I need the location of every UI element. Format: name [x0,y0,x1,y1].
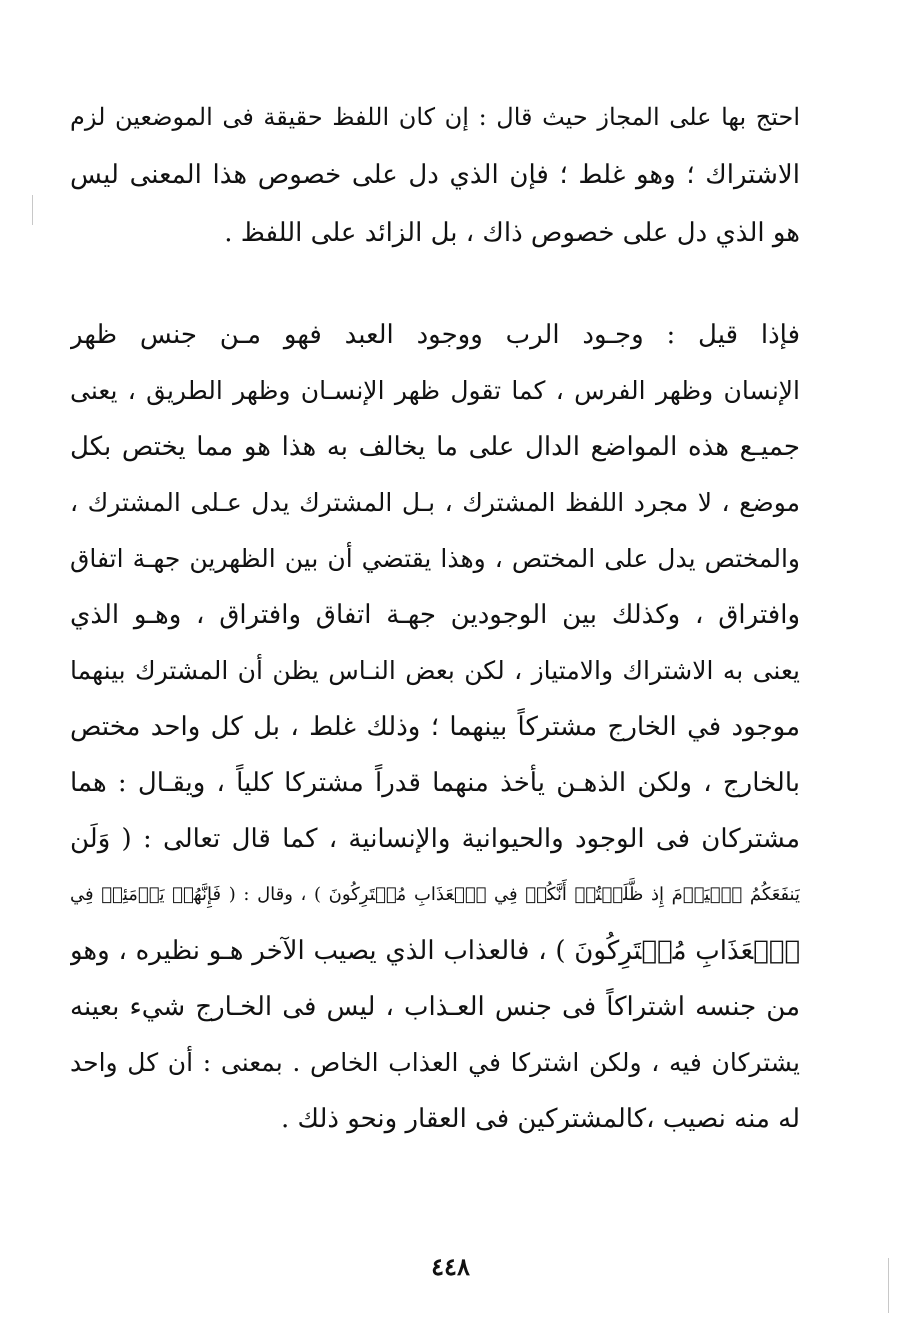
text-line: الإنسان وظهر الفرس ، كما تقول ظهر الإنسـان وظهر الطريق ، يعنى [70,376,800,405]
text-line: الاشتراك ؛ وهو غلط ؛ فإن الذي دل على خصوص هذا المعنى ليس [70,160,800,190]
text-line: احتج بها على المجاز حيث قال : إن كان اللفظ حقيقة فى الموضعين لزم [70,103,800,131]
text-line: موضع ، لا مجرد اللفظ المشترك ، بـل المشترك يدل عـلى المشترك ، [70,488,800,517]
text-line: فإذا قيل : وجـود الرب ووجود العبد فهو مـن جنس ظهر [70,320,800,350]
text-line: يشتركان فيه ، ولكن اشتركا في العذاب الخاص . بمعنى : أن كل واحد [70,1048,800,1077]
text-line: له منه نصيب ،كالمشتركين فى العقار ونحو ذلك . [281,1104,800,1134]
text-line: والمختص يدل على المختص ، وهذا يقتضي أن بين الظهرين جهـة اتفاق [70,544,800,573]
text-line: من جنسه اشتراكاً فى جنس العـذاب ، ليس فى الخـارج شيء بعينه [70,992,800,1022]
scan-edge-mark [32,195,33,225]
text-line: جميـع هذه المواضع الدال على ما يخالف به هذا هو مما يختص بكل [70,432,800,462]
text-line: يعنى به الاشتراك والامتياز ، لكن بعض النـاس يظن أن المشترك بينهما [70,656,800,685]
page-number: ٤٤٨ [431,1252,470,1281]
text-line: مشتركان فى الوجود والحيوانية والإنسانية ، كما قال تعالى : ( وَلَن [70,824,800,854]
quran-verse-line: ٱلۡعَذَابِ مُشۡتَرِكُونَ ) ، فالعذاب الذي يصيب الآخر هـو نظيره ، وهو [70,936,800,966]
text-line: بالخارج ، ولكن الذهـن يأخذ منهما قدراً مشتركا كلياً ، ويقـال : هما [70,768,800,798]
body-text [70,0,800,1240]
text-line: وافتراق ، وكذلك بين الوجودين جهـة اتفاق وافتراق ، وهـو الذي [70,600,800,630]
text-line: هو الذي دل على خصوص ذاك ، بل الزائد على اللفظ . [224,218,800,248]
quran-verse-line: يَنفَعَكُمُ ٱلۡيَوۡمَ إِذ ظَّلَمۡتُمۡ أَنَّكُمۡ فِي ٱلۡعَذَابِ مُشۡتَرِكُونَ ) ، وقال : ( فَإِنَّهُمۡ يَوۡمَئِذٖ فِي [70,884,800,905]
text-line: موجود في الخارج مشتركاً بينهما ؛ وذلك غلط ، بل كل واحد مختص [70,712,800,742]
